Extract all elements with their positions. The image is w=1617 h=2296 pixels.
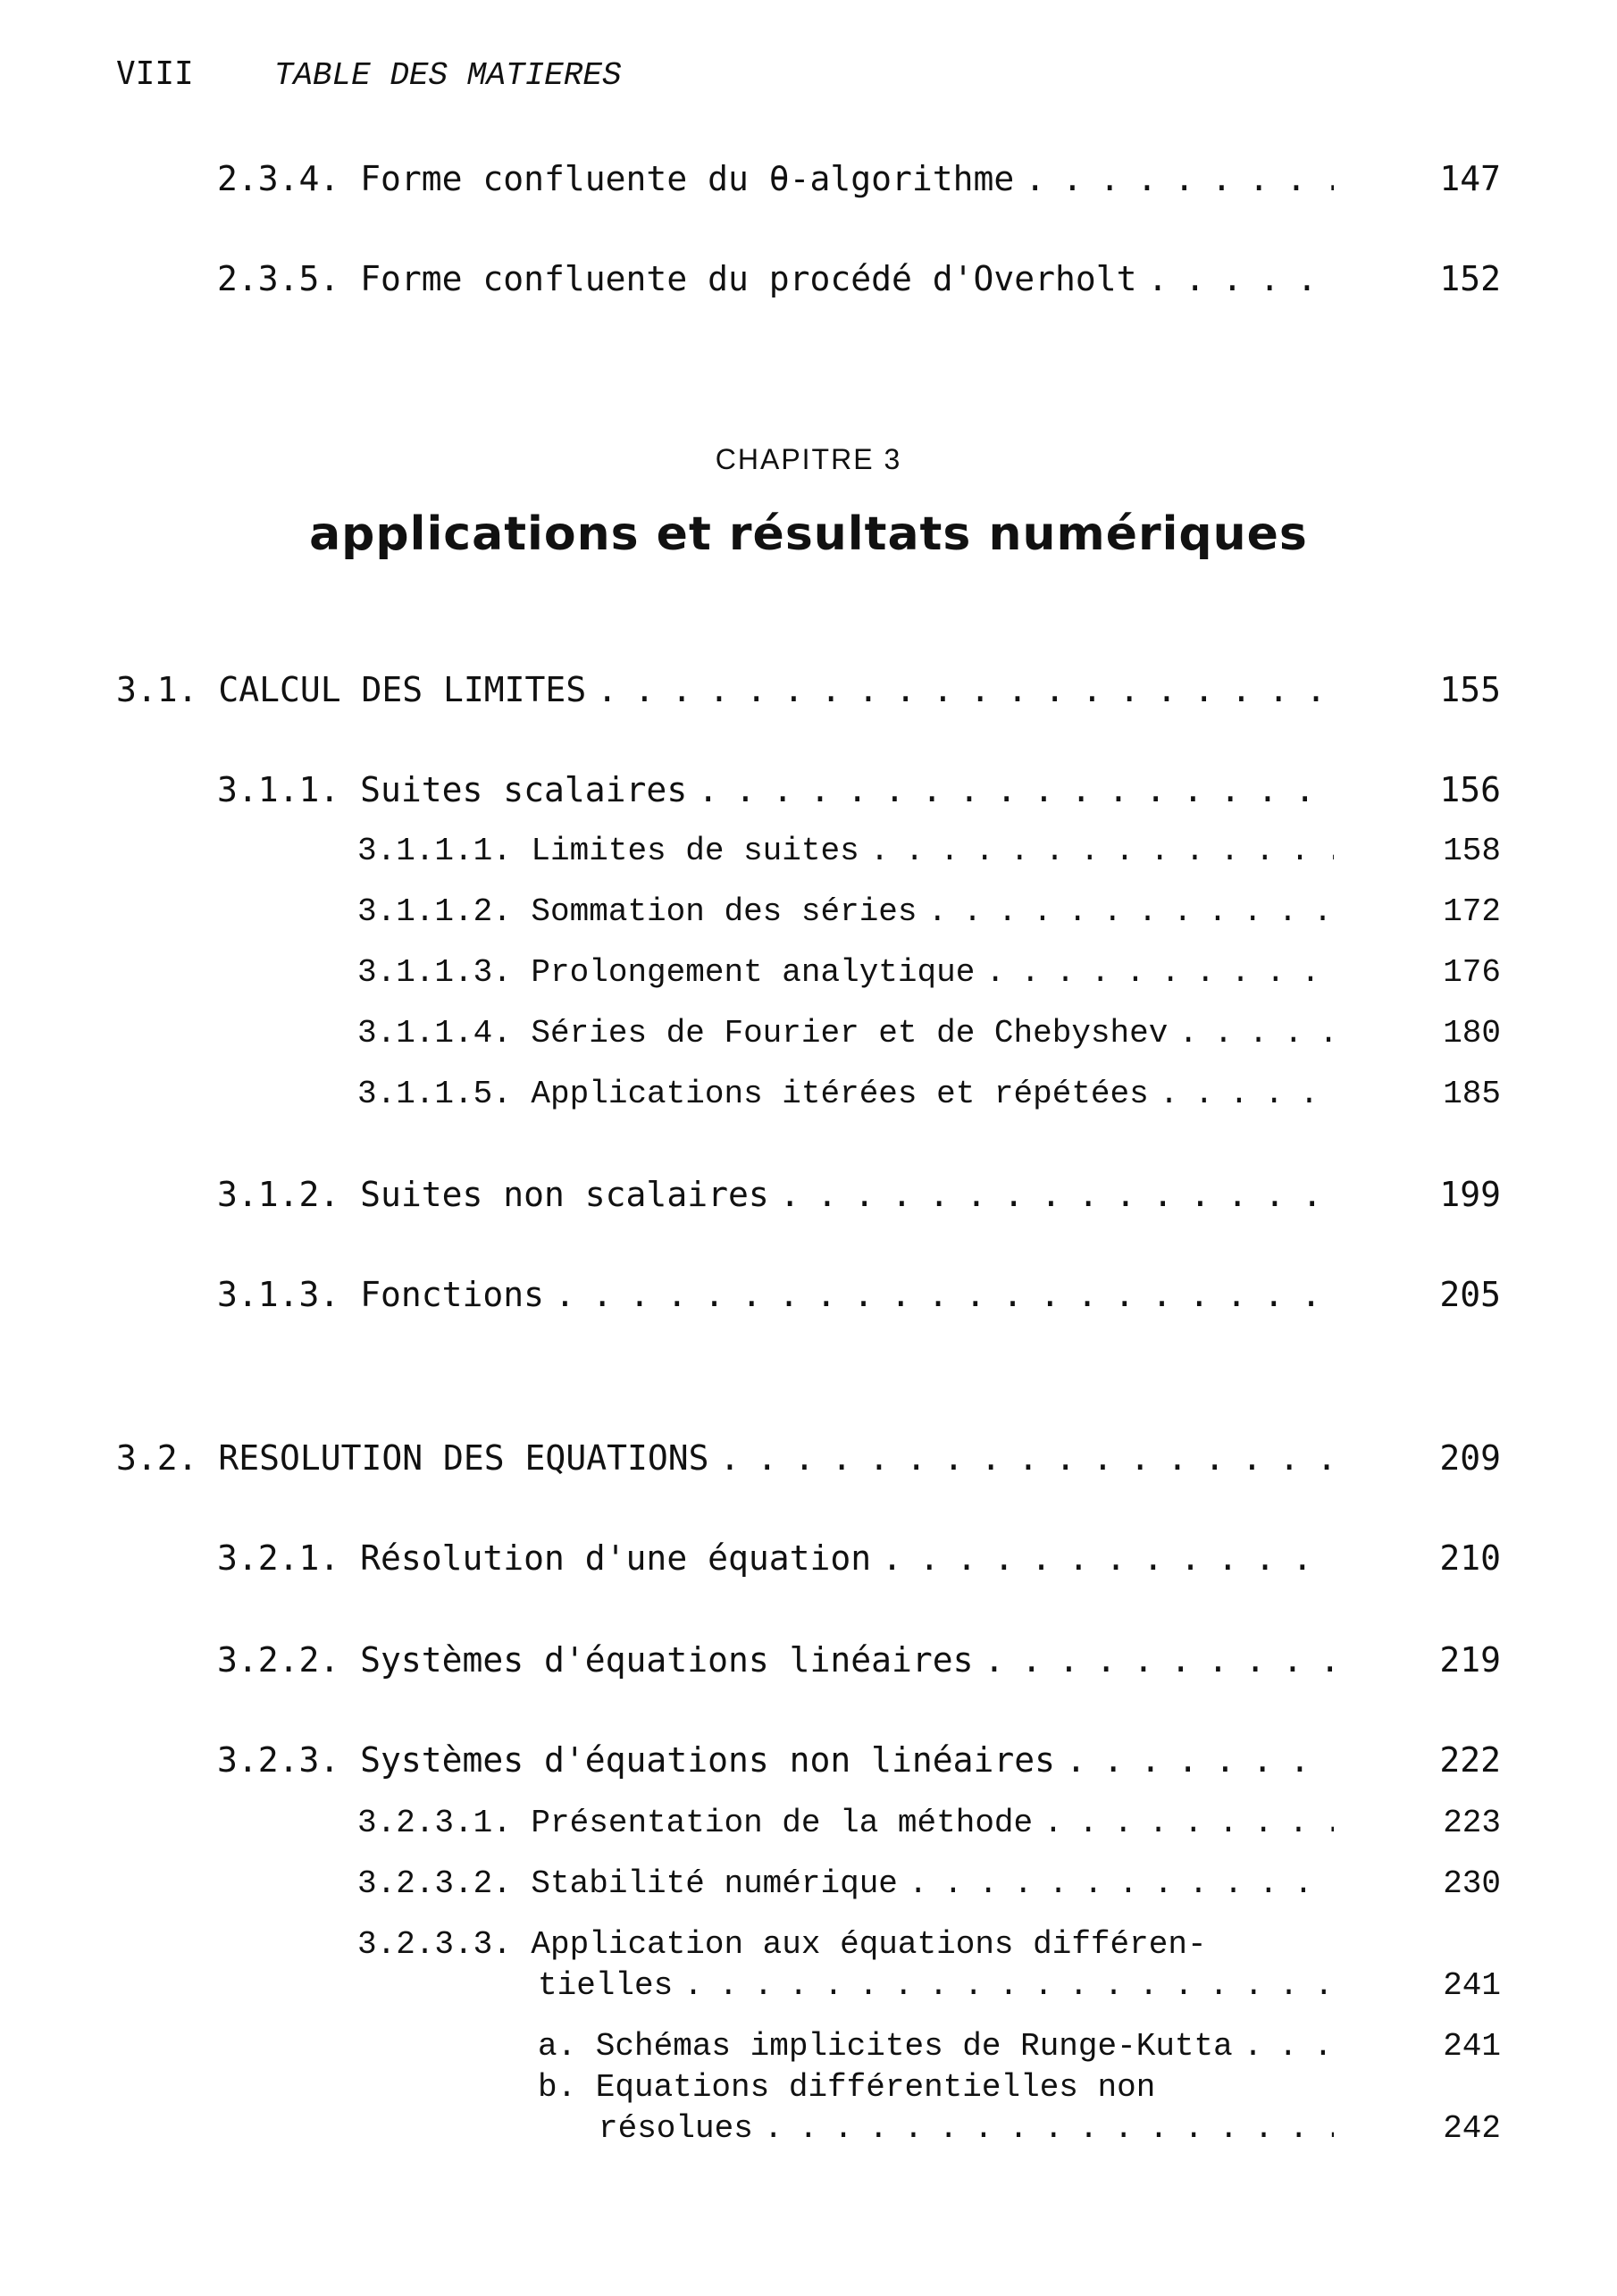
toc-entry-label: 3.2.3. Systèmes d'équations non linéaires: [217, 1740, 1055, 1780]
dot-leader: [1178, 1015, 1334, 1052]
toc-entry-label: 3.1.1.3. Prolongement analytique: [357, 954, 976, 991]
toc-entry-label: 3.1.1.2. Sommation des séries: [357, 893, 917, 930]
page-header: [116, 55, 622, 94]
toc-entry-label: 3.1.3. Fonctions: [217, 1275, 545, 1314]
toc-entry-3-1-3[interactable]: [217, 1275, 1334, 1314]
dot-leader: [683, 1967, 1334, 2004]
toc-entry-page: 185: [1443, 1076, 1501, 1112]
toc-entry-3-1-1-3[interactable]: [357, 954, 1334, 991]
toc-entry-label: 3.1.2. Suites non scalaires: [217, 1175, 769, 1214]
page-number: VIII: [116, 55, 194, 92]
toc-entry-3-2-3-2[interactable]: [357, 1865, 1334, 1902]
toc-entry-3-2-3-3[interactable]: [538, 1967, 1334, 2004]
toc-entry-page: 156: [1439, 770, 1501, 809]
toc-entry-label: tielles: [538, 1967, 674, 2004]
toc-entry-page: 209: [1439, 1438, 1501, 1478]
dot-leader: [764, 2110, 1334, 2147]
dot-leader: [597, 670, 1334, 709]
toc-entry-label: 3.1.1. Suites scalaires: [217, 770, 688, 809]
dot-leader: [1244, 2028, 1334, 2065]
toc-entry-3-1-1-1[interactable]: [357, 833, 1334, 869]
toc-entry-page: 199: [1439, 1175, 1501, 1214]
toc-entry-3-2-3-1[interactable]: [357, 1805, 1334, 1841]
toc-section-3-2[interactable]: [116, 1438, 1334, 1478]
dot-leader: [882, 1538, 1334, 1578]
toc-entry-page: 147: [1439, 159, 1501, 198]
chapter-title: applications et résultats numériques: [309, 507, 1308, 561]
toc-item-b-line1[interactable]: b. Equations différentielles non: [538, 2069, 1156, 2106]
toc-entry-3-1-1-4[interactable]: [357, 1015, 1334, 1052]
toc-entry-page: 241: [1443, 1967, 1501, 2004]
dot-leader: [984, 1640, 1334, 1680]
dot-leader: [928, 893, 1334, 930]
dot-leader: [1160, 1076, 1334, 1112]
toc-entry-label: 2.3.4. Forme confluente du θ-algorithme: [217, 159, 1015, 198]
toc-entry-3-1-1-5[interactable]: [357, 1076, 1334, 1112]
toc-entry-3-1-2[interactable]: [217, 1175, 1334, 1214]
toc-entry-page: 158: [1443, 833, 1501, 869]
toc-entry-label: 3.2. RESOLUTION DES EQUATIONS: [116, 1438, 709, 1478]
toc-entry-label: 3.1. CALCUL DES LIMITES: [116, 670, 587, 709]
toc-entry-3-2-1[interactable]: [217, 1538, 1334, 1578]
dot-leader: [870, 833, 1334, 869]
dot-leader: [1043, 1805, 1334, 1841]
dot-leader: [985, 954, 1334, 991]
toc-entry-label: résolues: [599, 2110, 753, 2147]
toc-item-a[interactable]: [538, 2028, 1334, 2065]
dot-leader: [555, 1275, 1334, 1314]
toc-entry-label: 2.3.5. Forme confluente du procédé d'Overholt: [217, 259, 1137, 298]
toc-item-b[interactable]: [599, 2110, 1334, 2147]
toc-entry-page: 172: [1443, 893, 1501, 930]
toc-entry-page: 230: [1443, 1865, 1501, 1902]
toc-entry-3-2-2[interactable]: [217, 1640, 1334, 1680]
dot-leader: [1066, 1740, 1334, 1780]
dot-leader: [698, 770, 1334, 809]
toc-entry-3-1-1-2[interactable]: [357, 893, 1334, 930]
toc-entry-label: 3.2.1. Résolution d'une équation: [217, 1538, 872, 1578]
toc-entry-3-1-1[interactable]: [217, 770, 1334, 809]
toc-entry-page: 241: [1443, 2028, 1501, 2065]
toc-entry-label: 3.2.2. Systèmes d'équations linéaires: [217, 1640, 974, 1680]
toc-entry-page: 223: [1443, 1805, 1501, 1841]
toc-entry-page: 210: [1439, 1538, 1501, 1578]
toc-entry-3-2-3-3-line1[interactable]: 3.2.3.3. Application aux équations différen-: [357, 1926, 1207, 1963]
dot-leader: [719, 1438, 1334, 1478]
toc-entry-label: 3.1.1.1. Limites de suites: [357, 833, 859, 869]
dot-leader: [780, 1175, 1334, 1214]
toc-entry-label: 3.1.1.4. Séries de Fourier et de Chebyshev: [357, 1015, 1169, 1052]
toc-entry-page: 180: [1443, 1015, 1501, 1052]
chapter-label: CHAPITRE 3: [715, 443, 902, 475]
toc-entry-label: 3.1.1.5. Applications itérées et répétées: [357, 1076, 1149, 1112]
running-title: TABLE DES MATIERES: [273, 57, 622, 94]
toc-entry-2-3-4[interactable]: [217, 159, 1334, 198]
toc-section-3-1[interactable]: [116, 670, 1334, 709]
toc-entry-label: 3.2.3.2. Stabilité numérique: [357, 1865, 898, 1902]
toc-entry-label: a. Schémas implicites de Runge-Kutta: [538, 2028, 1233, 2065]
toc-entry-page: 205: [1439, 1275, 1501, 1314]
dot-leader: [1148, 259, 1334, 298]
toc-entry-page: 222: [1439, 1740, 1501, 1780]
toc-entry-label: 3.2.3.1. Présentation de la méthode: [357, 1805, 1034, 1841]
toc-entry-3-2-3[interactable]: [217, 1740, 1334, 1780]
toc-entry-2-3-5[interactable]: [217, 259, 1334, 298]
toc-entry-page: 176: [1443, 954, 1501, 991]
toc-entry-page: 219: [1439, 1640, 1501, 1680]
dot-leader: [909, 1865, 1334, 1902]
dot-leader: [1025, 159, 1334, 198]
toc-entry-page: 155: [1439, 670, 1501, 709]
toc-entry-page: 242: [1443, 2110, 1501, 2147]
toc-entry-page: 152: [1439, 259, 1501, 298]
